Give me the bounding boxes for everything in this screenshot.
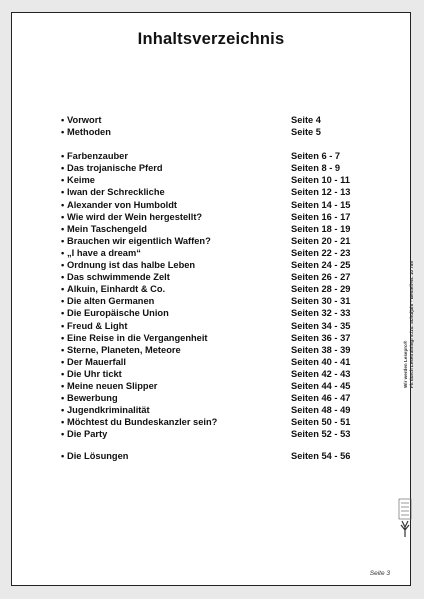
toc-pages: Seiten 14 - 15	[291, 199, 351, 210]
toc-pages: Seiten 12 - 13	[291, 187, 351, 198]
toc-item	[61, 174, 361, 186]
publisher-logo-icon	[397, 497, 413, 541]
toc-label: Freud & Light	[67, 320, 128, 331]
bullet: •	[61, 187, 65, 198]
toc-label: Das schwimmende Zelt	[67, 272, 170, 283]
toc-item-vorwort	[61, 114, 361, 126]
table-of-contents	[61, 114, 361, 463]
publisher-sidebar	[389, 243, 421, 553]
toc-item-loesungen	[61, 450, 361, 462]
toc-item	[61, 404, 361, 416]
bullet: •	[61, 451, 65, 462]
bullet: •	[61, 199, 65, 210]
toc-item	[61, 356, 361, 368]
toc-item	[61, 247, 361, 259]
bullet: •	[61, 223, 65, 234]
toc-pages: Seiten 48 - 49	[291, 405, 351, 416]
toc-label: Die Europäische Union	[67, 308, 169, 319]
toc-label: Die alten Germanen	[67, 296, 155, 307]
toc-label: Keime	[67, 175, 95, 186]
toc-pages: Seiten 26 - 27	[291, 272, 351, 283]
toc-label: Die Party	[67, 429, 108, 440]
page-title: Inhaltsverzeichnis	[137, 30, 285, 48]
toc-item	[61, 150, 361, 162]
bullet: •	[61, 417, 65, 428]
toc-label: Das trojanische Pferd	[67, 163, 163, 174]
toc-item	[61, 235, 361, 247]
toc-label: Mein Taschengeld	[67, 223, 147, 234]
toc-item	[61, 259, 361, 271]
toc-pages: Seiten 22 - 23	[291, 247, 351, 258]
toc-item	[61, 271, 361, 283]
toc-label: Möchtest du Bundeskanzler sein?	[67, 417, 218, 428]
toc-item	[61, 223, 361, 235]
bullet: •	[61, 320, 65, 331]
toc-item	[61, 428, 361, 440]
toc-label: Meine neuen Slipper	[67, 380, 158, 391]
toc-pages: Seiten 6 - 7	[291, 151, 341, 162]
bullet: •	[61, 260, 65, 271]
toc-pages: Seiten 50 - 51	[291, 417, 351, 428]
toc-label: Iwan der Schreckliche	[67, 187, 165, 198]
toc-pages: Seiten 42 - 43	[291, 368, 351, 379]
bullet: •	[61, 356, 65, 367]
toc-pages: Seiten 46 - 47	[291, 393, 351, 404]
bullet: •	[61, 308, 65, 319]
toc-item	[61, 392, 361, 404]
toc-label: Der Mauerfall	[67, 356, 126, 367]
toc-pages: Seiten 10 - 11	[291, 175, 350, 186]
bullet: •	[61, 332, 65, 343]
toc-pages: Seiten 44 - 45	[291, 380, 351, 391]
toc-label: Methoden	[67, 127, 111, 138]
bullet: •	[61, 368, 65, 379]
series-subtitle: Fit durch Lesetraining! 9./10. Schuljahr - Bestell-Nr. 10 759	[409, 261, 414, 388]
toc-label: Vorwort	[67, 115, 102, 125]
toc-item-methoden	[61, 126, 361, 138]
toc-label: „I have a dream“	[67, 247, 141, 258]
toc-pages: Seite 4	[291, 115, 321, 125]
toc-item	[61, 332, 361, 344]
toc-pages: Seiten 20 - 21	[291, 235, 351, 246]
bullet: •	[61, 211, 65, 222]
toc-label: Farbenzauber	[67, 151, 128, 162]
bullet: •	[61, 163, 65, 174]
bullet: •	[61, 247, 65, 258]
page-number: Seite 3	[369, 570, 390, 577]
toc-label: Jugendkriminalität	[67, 405, 150, 416]
bullet: •	[61, 115, 65, 125]
bullet: •	[61, 127, 65, 138]
bullet: •	[61, 380, 65, 391]
toc-label: Sterne, Planeten, Meteore	[67, 344, 181, 355]
toc-item	[61, 380, 361, 392]
toc-pages: Seiten 28 - 29	[291, 284, 351, 295]
toc-item	[61, 295, 361, 307]
toc-pages: Seiten 30 - 31	[291, 296, 351, 307]
toc-label: Alexander von Humboldt	[67, 199, 178, 210]
toc-pages: Seiten 36 - 37	[291, 332, 351, 343]
series-title: Wir werden Lesepro®	[403, 340, 408, 388]
toc-label: Brauchen wir eigentlich Waffen?	[67, 235, 211, 246]
toc-label: Ordnung ist das halbe Leben	[67, 260, 196, 271]
bullet: •	[61, 175, 65, 186]
toc-label: Eine Reise in die Vergangenheit	[67, 332, 208, 343]
toc-pages: Seite 5	[291, 127, 321, 138]
bullet: •	[61, 344, 65, 355]
series-info	[403, 261, 414, 388]
toc-item	[61, 368, 361, 380]
bullet: •	[61, 284, 65, 295]
toc-pages: Seiten 40 - 41	[291, 356, 351, 367]
toc-pages: Seiten 54 - 56	[291, 451, 351, 462]
bullet: •	[61, 235, 65, 246]
toc-pages: Seiten 34 - 35	[291, 320, 351, 331]
toc-pages: Seiten 32 - 33	[291, 308, 351, 319]
document-page	[11, 12, 414, 586]
toc-item	[61, 199, 361, 211]
toc-item	[61, 344, 361, 356]
toc-pages: Seiten 24 - 25	[291, 260, 351, 271]
toc-label: Bewerbung	[67, 393, 118, 404]
toc-item	[61, 320, 361, 332]
toc-item	[61, 162, 361, 174]
toc-label: Die Uhr tickt	[67, 368, 122, 379]
toc-item	[61, 186, 361, 198]
bullet: •	[61, 151, 65, 162]
toc-label: Wie wird der Wein hergestellt?	[67, 211, 203, 222]
toc-pages: Seiten 18 - 19	[291, 223, 351, 234]
bullet: •	[61, 272, 65, 283]
toc-item	[61, 283, 361, 295]
toc-item	[61, 416, 361, 428]
toc-pages: Seiten 8 - 9	[291, 163, 341, 174]
toc-pages: Seiten 52 - 53	[291, 429, 351, 440]
toc-pages: Seiten 38 - 39	[291, 344, 351, 355]
toc-item	[61, 211, 361, 223]
toc-label: Die Lösungen	[67, 451, 129, 462]
toc-item	[61, 307, 361, 319]
toc-label: Alkuin, Einhardt & Co.	[67, 284, 166, 295]
bullet: •	[61, 429, 65, 440]
bullet: •	[61, 405, 65, 416]
toc-pages: Seiten 16 - 17	[291, 211, 351, 222]
bullet: •	[61, 393, 65, 404]
bullet: •	[61, 296, 65, 307]
